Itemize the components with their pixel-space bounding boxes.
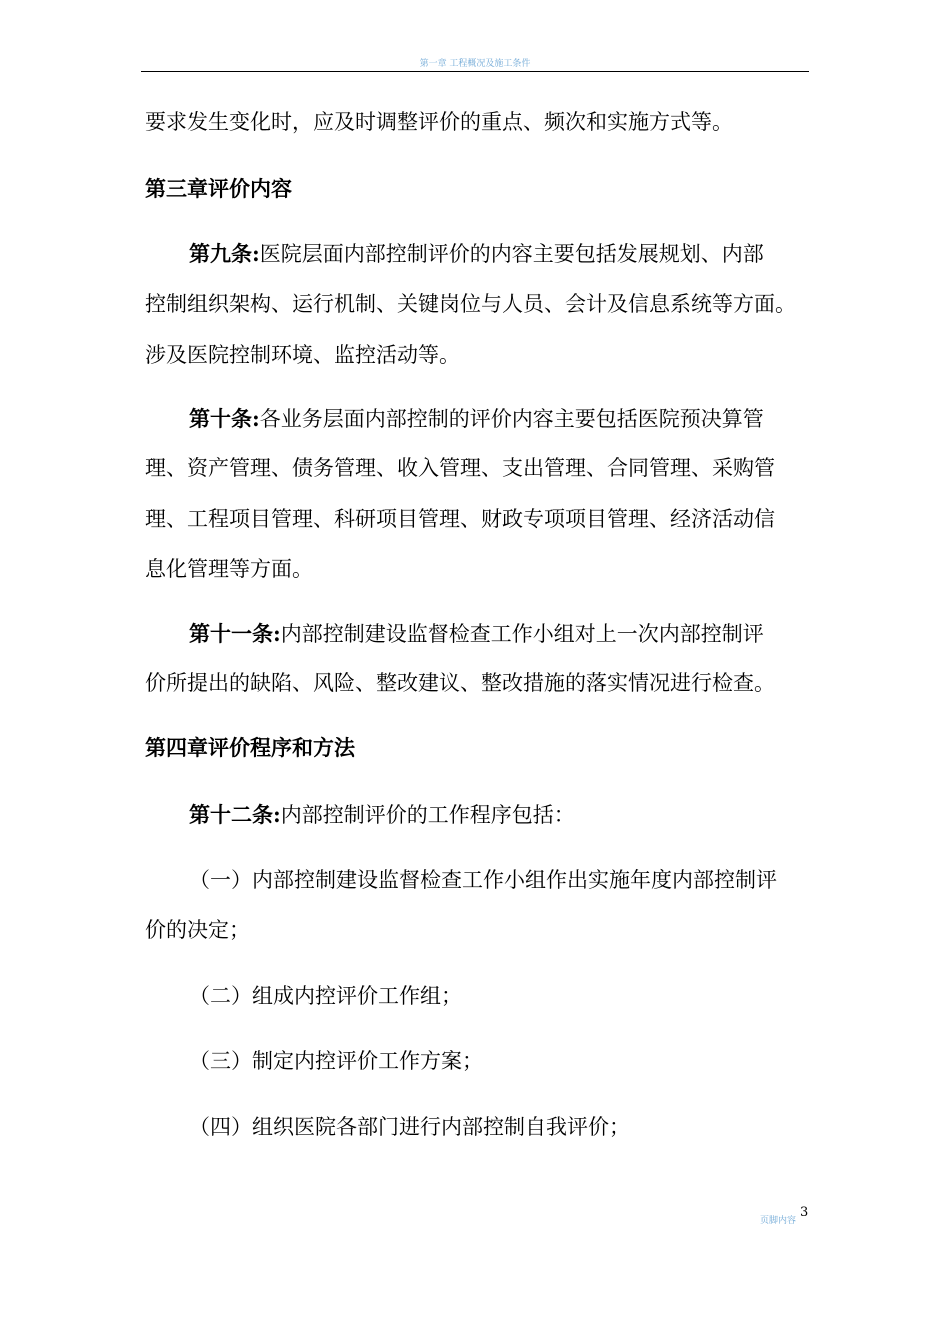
header-divider (141, 71, 809, 72)
article-9-label: 第九条: (189, 241, 260, 266)
article-10-line-2: 理、资产管理、债务管理、收入管理、支出管理、合同管理、采购管 (145, 456, 775, 480)
article-10-line-1 (145, 393, 817, 445)
article-12-label: 第十二条: (189, 802, 281, 827)
article-12-line-1 (145, 789, 817, 841)
item-1-line-1: （一）内部控制建设监督检查工作小组作出实施年度内部控制评 (189, 868, 777, 892)
article-9-line-3: 涉及医院控制环境、监控活动等。 (145, 343, 460, 367)
article-10-text: 各业务层面内部控制的评价内容主要包括医院预决算管 (259, 407, 764, 431)
article-9-line-2: 控制组织架构、运行机制、关键岗位与人员、会计及信息系统等方面。 (145, 292, 796, 316)
article-11-line-1 (145, 608, 817, 660)
article-11-label: 第十一条: (189, 621, 281, 646)
item-4: （四）组织医院各部门进行内部控制自我评价； (189, 1115, 630, 1139)
article-12-text: 内部控制评价的工作程序包括： (280, 803, 575, 827)
article-10-label: 第十条: (189, 406, 260, 431)
page-footer: 页脚内容 (760, 1216, 797, 1226)
article-11-text: 内部控制建设监督检查工作小组对上一次内部控制评 (280, 622, 764, 646)
article-11-line-2: 价所提出的缺陷、风险、整改建议、整改措施的落实情况进行检查。 (145, 671, 775, 695)
chapter-4-heading: 第四章评价程序和方法 (145, 735, 355, 760)
article-9-text: 医院层面内部控制评价的内容主要包括发展规划、内部 (259, 242, 764, 266)
item-2: （二）组成内控评价工作组； (189, 984, 462, 1008)
item-1-line-2: 价的决定； (145, 918, 250, 942)
page-number: 3 (800, 1205, 809, 1220)
item-3: （三）制定内控评价工作方案； (189, 1049, 483, 1073)
article-10-line-3: 理、工程项目管理、科研项目管理、财政专项项目管理、经济活动信 (145, 507, 775, 531)
article-9-line-1 (145, 228, 817, 280)
chapter-3-heading: 第三章评价内容 (145, 176, 292, 201)
page-header: 第一章 工程概况及施工条件 (419, 59, 531, 69)
paragraph-continued: 要求发生变化时，应及时调整评价的重点、频次和实施方式等。 (145, 110, 733, 134)
article-10-line-4: 息化管理等方面。 (145, 557, 313, 581)
